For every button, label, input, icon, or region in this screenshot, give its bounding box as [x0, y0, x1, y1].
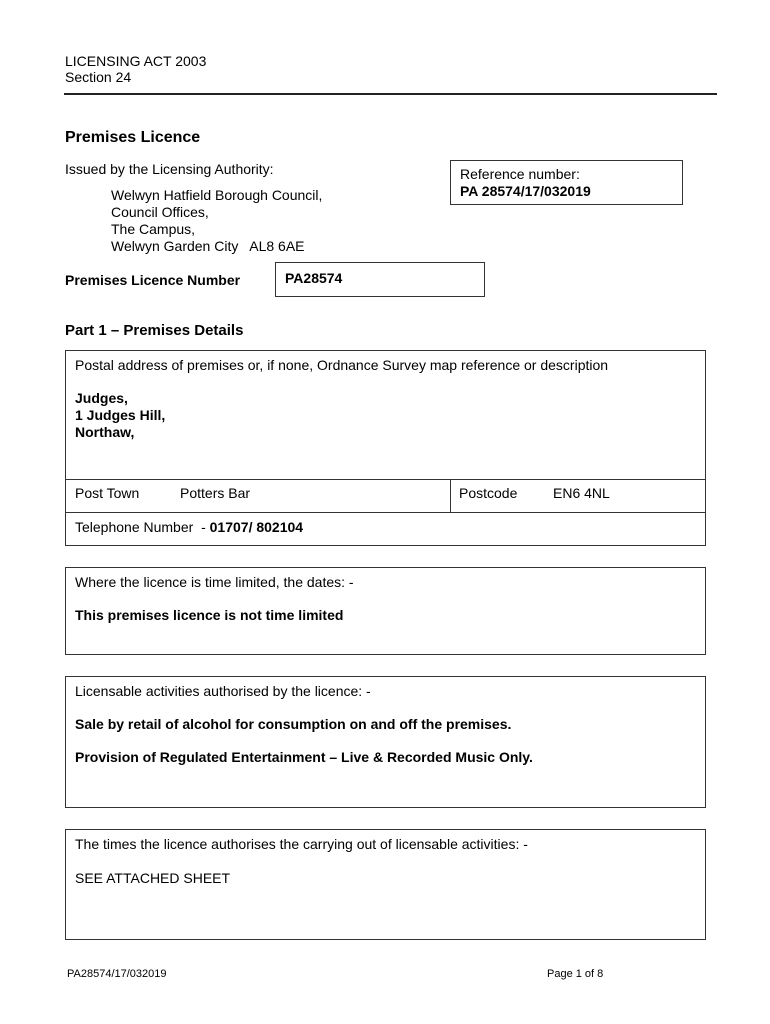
postcode-label: Postcode [459, 485, 518, 501]
reference-value: PA 28574/17/032019 [460, 183, 591, 199]
address-line: Northaw, [75, 424, 135, 440]
postcode-value: EN6 4NL [553, 485, 610, 501]
activities-box [65, 676, 706, 808]
column-divider [450, 479, 451, 512]
time-limited-value: This premises licence is not time limited [75, 607, 344, 623]
post-town-value: Potters Bar [180, 485, 251, 501]
activity-item: Provision of Regulated Entertainment – Live & Recorded Music Only. [75, 749, 533, 765]
post-town-label: Post Town [75, 485, 140, 501]
reference-box [450, 160, 683, 205]
page-title: Premises Licence [65, 129, 201, 146]
issuer-line: Welwyn Garden City AL8 6AE [111, 238, 305, 254]
row-divider [66, 479, 705, 480]
page-number: Page 1 of 8 [547, 968, 604, 980]
licence-number-value: PA28574 [285, 270, 343, 286]
time-limited-label: Where the licence is time limited, the dates: - [75, 574, 354, 590]
time-limited-box [65, 567, 706, 655]
telephone-value: 01707/ 802104 [209, 519, 304, 535]
act-title: LICENSING ACT 2003 [65, 53, 207, 69]
times-label: The times the licence authorises the carrying out of licensable activities: - [75, 836, 528, 852]
licence-number-label: Premises Licence Number [65, 272, 241, 288]
licence-number-box [275, 262, 485, 297]
activity-item: Sale by retail of alcohol for consumption on and off the premises. [75, 716, 512, 732]
footer-reference: PA28574/17/032019 [67, 968, 167, 980]
telephone-label: Telephone Number - [75, 519, 210, 535]
address-label: Postal address of premises or, if none, Ordnance Survey map reference or description [75, 357, 609, 373]
issuer-line: Council Offices, [111, 204, 209, 220]
section-label: Section 24 [65, 69, 132, 85]
row-divider [66, 512, 705, 513]
address-line: 1 Judges Hill, [75, 407, 166, 423]
times-box [65, 829, 706, 940]
address-line: Judges, [75, 390, 128, 406]
times-value: SEE ATTACHED SHEET [75, 870, 231, 886]
issuer-line: The Campus, [111, 221, 196, 237]
premises-details-table [65, 350, 706, 546]
issuer-line: Welwyn Hatfield Borough Council, [111, 187, 323, 203]
header-divider [64, 93, 717, 95]
reference-label: Reference number: [460, 166, 580, 182]
activities-label: Licensable activities authorised by the licence: - [75, 683, 371, 699]
issuer-label: Issued by the Licensing Authority: [65, 161, 274, 177]
part1-heading: Part 1 – Premises Details [65, 322, 244, 339]
